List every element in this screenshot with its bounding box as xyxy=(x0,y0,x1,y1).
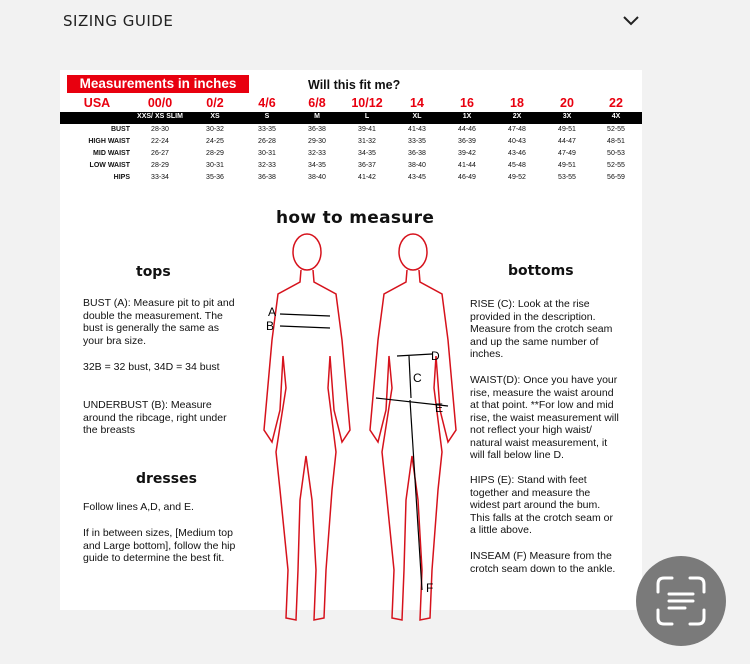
measurement-value: 41-42 xyxy=(358,174,376,181)
chevron-down-icon[interactable] xyxy=(621,13,641,29)
us-label: USA xyxy=(83,96,111,110)
measurement-value: 28-30 xyxy=(151,126,169,133)
measurement-value: 22-24 xyxy=(151,138,169,145)
bra-size-example: 32B = 32 bust, 34D = 34 bust xyxy=(83,361,220,373)
measurement-value: 47-48 xyxy=(508,126,526,133)
measurement-value: 36-38 xyxy=(258,174,276,181)
measurement-value: 30-31 xyxy=(258,150,276,157)
measurement-value: 30-31 xyxy=(206,162,224,169)
us-size: 22 xyxy=(609,96,623,110)
measurement-value: 32-33 xyxy=(258,162,276,169)
us-size: 18 xyxy=(510,96,524,110)
letter-size: 3X xyxy=(562,113,572,120)
us-size: 14 xyxy=(410,96,424,110)
measurement-value: 36-39 xyxy=(458,138,476,145)
bottoms-heading: bottoms xyxy=(508,263,574,279)
measurement-value: 36-38 xyxy=(408,150,426,157)
measurement-label: MID WAIST xyxy=(93,150,130,157)
measurement-value: 33-35 xyxy=(258,126,276,133)
measurement-value: 26-27 xyxy=(151,150,169,157)
letter-size: S xyxy=(264,113,270,120)
measurement-value: 38-40 xyxy=(308,174,326,181)
letter-size: XS xyxy=(210,113,220,120)
back-figure-outline xyxy=(370,234,456,620)
measurement-value: 33-34 xyxy=(151,174,169,181)
us-size: 20 xyxy=(560,96,574,110)
marker-e: E xyxy=(435,401,444,415)
us-size: 10/12 xyxy=(351,96,383,110)
hips-instructions: HIPS (E): Stand with feet together and measure the widest part around the bum. This falls at the crotch seam or a little above. xyxy=(470,474,613,536)
measurement-value: 31-32 xyxy=(358,138,376,145)
measurement-value: 43-46 xyxy=(508,150,526,157)
letter-size: 4X xyxy=(611,113,621,120)
inseam-instructions: INSEAM (F) Measure from the crotch seam down to the ankle. xyxy=(470,550,616,575)
measurement-label: HIPS xyxy=(113,174,130,181)
measurement-value: 33-35 xyxy=(408,138,426,145)
measurement-value: 41-43 xyxy=(408,126,426,133)
measurement-lines xyxy=(280,314,448,590)
marker-b: B xyxy=(266,319,275,333)
measurement-value: 43-45 xyxy=(408,174,426,181)
measurement-value: 48-51 xyxy=(607,138,625,145)
scan-text-button[interactable] xyxy=(636,556,726,646)
measurement-value: 45-48 xyxy=(508,162,526,169)
measurement-value: 36-37 xyxy=(358,162,376,169)
tops-heading: tops xyxy=(136,264,171,280)
measurement-value: 47-49 xyxy=(558,150,576,157)
scan-text-icon xyxy=(636,556,726,646)
measurement-value: 34-35 xyxy=(308,162,326,169)
units-badge: Measurements in inches xyxy=(67,75,249,93)
measurement-value: 34-35 xyxy=(358,150,376,157)
letter-size: XXS/ XS SLIM xyxy=(137,113,183,120)
marker-c: C xyxy=(413,371,422,385)
letter-size: 1X xyxy=(462,113,472,120)
us-size: 6/8 xyxy=(308,96,326,110)
measurement-value: 41-44 xyxy=(458,162,476,169)
measurement-value: 38-40 xyxy=(408,162,426,169)
measurement-label: BUST xyxy=(110,126,130,133)
measurement-value: 56-59 xyxy=(607,174,625,181)
us-size: 4/6 xyxy=(258,96,276,110)
dresses-between-sizes: If in between sizes, [Medium top and Large bottom], follow the hip guide to determine the best fit. xyxy=(83,527,236,564)
measurement-table xyxy=(60,125,642,185)
measurement-value: 24-25 xyxy=(206,138,224,145)
fit-question: Will this fit me? xyxy=(308,78,401,92)
measurement-row xyxy=(60,149,642,161)
measurement-value: 28-29 xyxy=(151,162,169,169)
measurement-row xyxy=(60,125,642,137)
measurement-value: 32-33 xyxy=(308,150,326,157)
letter-size: M xyxy=(314,113,320,120)
body-figures xyxy=(250,230,480,630)
measurement-label: LOW WAIST xyxy=(89,162,130,169)
measurement-value: 29-30 xyxy=(308,138,326,145)
marker-a: A xyxy=(268,305,277,319)
us-size-row xyxy=(60,96,642,112)
marker-f: F xyxy=(426,581,434,595)
measurement-row xyxy=(60,137,642,149)
measurement-value: 44-47 xyxy=(558,138,576,145)
measurement-value: 40-43 xyxy=(508,138,526,145)
measurement-value: 26-28 xyxy=(258,138,276,145)
dresses-lines: Follow lines A,D, and E. xyxy=(83,501,194,513)
section-title: SIZING GUIDE xyxy=(63,12,174,30)
how-to-measure-heading: how to measure xyxy=(276,208,435,228)
waist-instructions: WAIST(D): Once you have your rise, measure the waist around at that point. **For low and mid rise, the waist measurement will not reflect your high waist/ natural waist measurement, it will fall below line D. xyxy=(470,374,619,461)
measurement-value: 49-51 xyxy=(558,126,576,133)
us-size: 00/0 xyxy=(147,96,173,110)
measurement-value: 36-38 xyxy=(308,126,326,133)
measurement-value: 39-42 xyxy=(458,150,476,157)
sizing-guide-header[interactable] xyxy=(0,0,750,44)
rise-instructions: RISE (C): Look at the rise provided in the description. Measure from the crotch seam and up the same number of inches. xyxy=(470,298,613,360)
bust-instructions: BUST (A): Measure pit to pit and double the measurement. The bust is generally the same as your bra size. xyxy=(83,297,235,347)
measurement-label: HIGH WAIST xyxy=(88,138,130,145)
measurement-value: 52-55 xyxy=(607,126,625,133)
measurement-value: 49-52 xyxy=(508,174,526,181)
underbust-instructions: UNDERBUST (B): Measure around the ribcage, right under the breasts xyxy=(83,399,227,436)
measurement-value: 53-55 xyxy=(558,174,576,181)
letter-size-row xyxy=(60,112,642,124)
measurement-row xyxy=(60,173,642,185)
size-chart-image xyxy=(60,70,642,610)
measurement-value: 49-51 xyxy=(558,162,576,169)
measurement-value: 28-29 xyxy=(206,150,224,157)
measurement-row xyxy=(60,161,642,173)
measurement-value: 50-53 xyxy=(607,150,625,157)
measurement-value: 39-41 xyxy=(358,126,376,133)
letter-size: L xyxy=(364,113,370,120)
letter-size: 2X xyxy=(512,113,522,120)
measurement-value: 52-55 xyxy=(607,162,625,169)
front-figure-outline xyxy=(264,234,350,620)
dresses-heading: dresses xyxy=(136,471,197,487)
measurement-value: 35-36 xyxy=(206,174,224,181)
measurement-value: 46-49 xyxy=(458,174,476,181)
marker-d: D xyxy=(431,349,440,363)
measurement-value: 30-32 xyxy=(206,126,224,133)
letter-size: XL xyxy=(412,113,422,120)
us-size: 16 xyxy=(460,96,474,110)
us-size: 0/2 xyxy=(206,96,224,110)
measurement-value: 44-46 xyxy=(458,126,476,133)
